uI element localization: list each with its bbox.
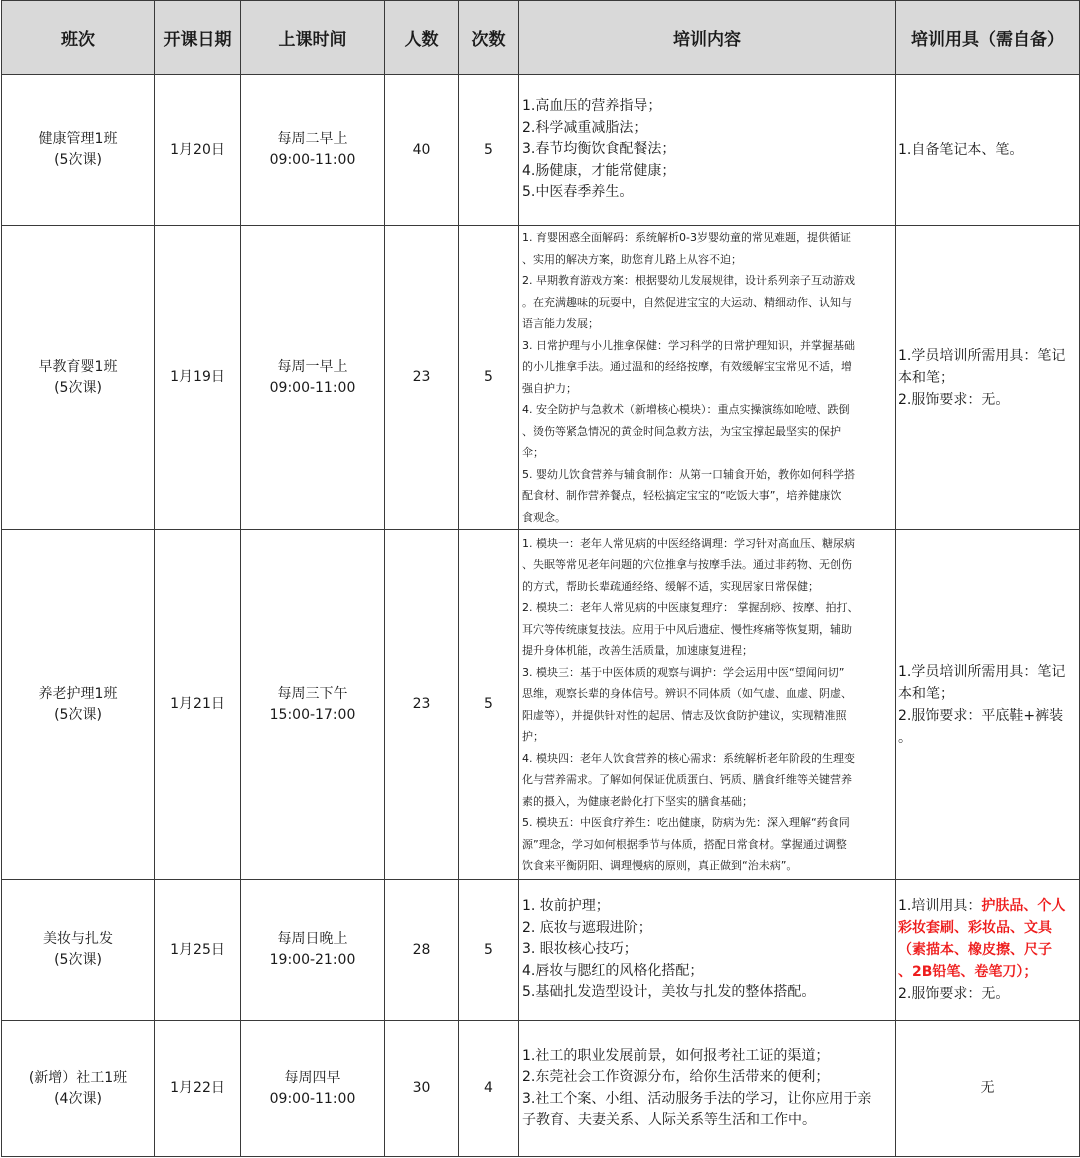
header-start-date: 开课日期 xyxy=(155,1,241,75)
supplies-cell: 无 xyxy=(896,1021,1080,1157)
time-day: 每周三下午 xyxy=(277,685,348,702)
supplies-cell xyxy=(896,880,1080,1021)
content-cell xyxy=(519,75,896,226)
date-cell: 1月19日 xyxy=(155,226,241,530)
class-cell xyxy=(2,880,155,1021)
supplies-line: 本和笔； xyxy=(898,685,954,702)
content-line: 3. 眼妆核心技巧； xyxy=(522,941,638,958)
supplies-line: 。 xyxy=(898,729,912,746)
content-line: 5. 模块五：中医食疗养生：吃出健康，防病为先：深入理解“药食同 xyxy=(522,816,850,829)
content-line: 2. 模块二：老年人常见病的中医康复理疗： 掌握刮痧、按摩、拍打、 xyxy=(522,601,859,614)
time-day: 每周二早上 xyxy=(277,131,348,147)
content-line: 、烫伤等紧急情况的黄金时间急救方法，为宝宝撑起最坚实的保护 xyxy=(522,424,841,438)
content-line: 食观念。 xyxy=(522,510,566,524)
supplies-line: 2.服饰要求：无。 xyxy=(898,986,1010,1002)
time-day: 每周日晚上 xyxy=(277,931,348,947)
header-content: 培训内容 xyxy=(519,1,896,75)
content-line: 素的摄入，为健康老龄化打下坚实的膳食基础； xyxy=(522,794,753,808)
table-row xyxy=(2,880,1080,1021)
content-line: 强自护力； xyxy=(522,381,577,395)
content-line: 源”理念，学习如何根据季节与体质，搭配日常食材。掌握通过调整 xyxy=(522,837,847,851)
people-cell: 23 xyxy=(385,226,459,530)
class-name: 养老护理1班 xyxy=(38,685,118,702)
table-row xyxy=(2,530,1080,880)
content-line: 耳穴等传统康复技法。应用于中风后遗症、慢性疼痛等恢复期，辅助 xyxy=(522,622,852,636)
content-line: 4. 模块四：老年人饮食营养的核心需求：系统解析老年阶段的生理变 xyxy=(522,751,855,765)
content-line: 、实用的解决方案，助您育儿路上从容不迫； xyxy=(522,252,742,266)
supplies-line: 1.学员培训所需用具：笔记 xyxy=(898,347,1066,364)
content-line: 语言能力发展； xyxy=(522,317,599,330)
supplies-cell xyxy=(896,75,1080,226)
content-line: 5.基础扎发造型设计，美妆与扎发的整体搭配。 xyxy=(522,984,816,1001)
content-cell xyxy=(519,1021,896,1157)
time-range: 09:00-11:00 xyxy=(269,379,356,396)
content-line: 1. 育婴困惑全面解码：系统解析0-3岁婴幼童的常见难题，提供循证 xyxy=(522,231,851,244)
supplies-highlight: 、2B铅笔、卷笔刀）； xyxy=(898,964,1038,980)
content-line: 1. 模块一：老年人常见病的中医经络调理：学习针对高血压、糖尿病 xyxy=(522,536,855,550)
time-range: 15:00-17:00 xyxy=(269,706,356,723)
header-supplies: 培训用具（需自备） xyxy=(896,1,1080,75)
content-line: 、失眠等常见老年问题的穴位推拿与按摩手法。通过非药物、无创伤 xyxy=(522,558,852,571)
content-line: 的方式，帮助长辈疏通经络、缓解不适，实现居家日常保健； xyxy=(522,579,819,593)
date-cell: 1月21日 xyxy=(155,530,241,880)
header-row xyxy=(2,1,1080,75)
time-cell xyxy=(241,75,385,226)
sessions-cell: 5 xyxy=(459,226,519,530)
table-row xyxy=(2,226,1080,530)
sessions-cell: 5 xyxy=(459,75,519,226)
content-line: 配食材、制作营养餐点，轻松搞定宝宝的“吃饭大事”，培养健康饮 xyxy=(522,489,842,502)
content-line: 3. 日常护理与小儿推拿保健：学习科学的日常护理知识，并掌握基础 xyxy=(522,338,855,352)
class-sub: (5次课) xyxy=(54,952,102,968)
date-cell: 1月22日 xyxy=(155,1021,241,1157)
class-name: (新增）社工1班 xyxy=(28,1069,128,1086)
sessions-cell: 5 xyxy=(459,880,519,1021)
content-line: 3.社工个案、小组、活动服务手法的学习，让你应用于亲 xyxy=(522,1090,872,1107)
content-line: 2. 底妆与遮瑕进阶； xyxy=(522,919,652,936)
content-line: 2. 早期教育游戏方案：根据婴幼儿发展规律，设计系列亲子互动游戏 xyxy=(522,274,855,287)
header-class: 班次 xyxy=(2,1,155,75)
content-line: 1.社工的职业发展前景，如何报考社工证的渠道； xyxy=(522,1047,830,1064)
content-line: 1. 妆前护理； xyxy=(522,898,610,915)
header-time: 上课时间 xyxy=(241,1,385,75)
table-row xyxy=(2,75,1080,226)
supplies-line xyxy=(898,895,1077,917)
supplies-highlight: 护肤品、个人 xyxy=(981,898,1066,914)
content-line: 4.肠健康，才能常健康； xyxy=(522,162,676,179)
content-line: 伞； xyxy=(522,446,544,459)
people-cell: 28 xyxy=(385,880,459,1021)
supplies-prefix: 1.培训用具： xyxy=(898,898,982,914)
class-sub: (5次课) xyxy=(54,152,102,168)
content-cell xyxy=(519,880,896,1021)
table-row xyxy=(2,1021,1080,1157)
supplies-line: 本和笔； xyxy=(898,369,954,386)
supplies-line: 2.服饰要求：无。 xyxy=(898,391,1010,408)
header-count: 人数 xyxy=(385,1,459,75)
sessions-cell: 5 xyxy=(459,530,519,880)
content-line: 2.东莞社会工作资源分布，给你生活带来的便利； xyxy=(522,1069,830,1085)
class-sub: (5次课) xyxy=(54,379,102,396)
content-line: 3.春节均衡饮食配餐法； xyxy=(522,141,676,158)
supplies-highlight: 彩妆套刷、彩妆品、文具 xyxy=(898,920,1052,936)
content-line: 3. 模块三：基于中医体质的观察与调护：学会运用中医“望闻问切” xyxy=(522,665,845,679)
time-cell xyxy=(241,530,385,880)
supplies-line: 1.学员培训所需用具：笔记 xyxy=(898,663,1066,680)
class-sub: (4次课) xyxy=(54,1090,102,1107)
content-line: 护； xyxy=(522,730,544,743)
class-sub: (5次课) xyxy=(54,706,102,723)
content-line: 化与营养需求。了解如何保证优质蛋白、钙质、膳食纤维等关键营养 xyxy=(522,773,852,786)
content-line: 。在充满趣味的玩耍中，自然促进宝宝的大运动、精细动作、认知与 xyxy=(522,295,852,309)
date-cell: 1月25日 xyxy=(155,880,241,1021)
class-name: 健康管理1班 xyxy=(38,131,118,147)
time-cell xyxy=(241,1021,385,1157)
date-cell: 1月20日 xyxy=(155,75,241,226)
time-cell xyxy=(241,226,385,530)
people-cell: 23 xyxy=(385,530,459,880)
content-line: 2.科学减重减脂法； xyxy=(522,119,648,136)
supplies-line: 1.自备笔记本、笔。 xyxy=(898,142,1024,158)
supplies-cell xyxy=(896,226,1080,530)
people-cell: 40 xyxy=(385,75,459,226)
content-cell xyxy=(519,530,896,880)
class-cell xyxy=(2,530,155,880)
course-schedule-table xyxy=(1,0,1080,1157)
people-cell: 30 xyxy=(385,1021,459,1157)
content-line: 5.中医春季养生。 xyxy=(522,184,634,201)
class-name: 早教育婴1班 xyxy=(38,358,118,375)
content-cell xyxy=(519,226,896,530)
time-range: 09:00-11:00 xyxy=(269,1090,356,1107)
content-line: 思维，观察长辈的身体信号。辨识不同体质（如气虚、血虚、阴虚、 xyxy=(522,687,852,700)
time-range: 09:00-11:00 xyxy=(269,152,356,168)
content-line: 4. 安全防护与急救术（新增核心模块）：重点实操演练如呛噎、跌倒 xyxy=(522,403,850,416)
supplies-highlight: （素描本、橡皮擦、尺子 xyxy=(898,942,1052,958)
time-cell xyxy=(241,880,385,1021)
content-line: 的小儿推拿手法。通过温和的经络按摩，有效缓解宝宝常见不适，增 xyxy=(522,360,852,373)
content-line: 1.高血压的营养指导； xyxy=(522,98,662,115)
content-line: 提升身体机能，改善生活质量，加速康复进程； xyxy=(522,644,753,657)
class-cell xyxy=(2,75,155,226)
content-line: 5. 婴幼儿饮食营养与辅食制作：从第一口辅食开始，教你如何科学搭 xyxy=(522,467,855,481)
supplies-cell xyxy=(896,530,1080,880)
supplies-line: 2.服饰要求：平底鞋+裤装 xyxy=(898,707,1064,724)
time-day: 每周四早 xyxy=(284,1069,341,1086)
sessions-cell: 4 xyxy=(459,1021,519,1157)
content-line: 4.唇妆与腮红的风格化搭配； xyxy=(522,962,704,979)
class-cell xyxy=(2,1021,155,1157)
class-name: 美妆与扎发 xyxy=(43,931,113,947)
content-line: 阳虚等），并提供针对性的起居、情志及饮食防护建议，实现精准照 xyxy=(522,708,847,722)
content-line: 饮食来平衡阴阳、调理慢病的原则，真正做到“治未病”。 xyxy=(522,859,798,872)
content-line: 子教育、夫妻关系、人际关系等生活和工作中。 xyxy=(522,1112,816,1128)
header-sessions: 次数 xyxy=(459,1,519,75)
time-day: 每周一早上 xyxy=(277,358,348,375)
time-range: 19:00-21:00 xyxy=(269,952,356,968)
class-cell xyxy=(2,226,155,530)
